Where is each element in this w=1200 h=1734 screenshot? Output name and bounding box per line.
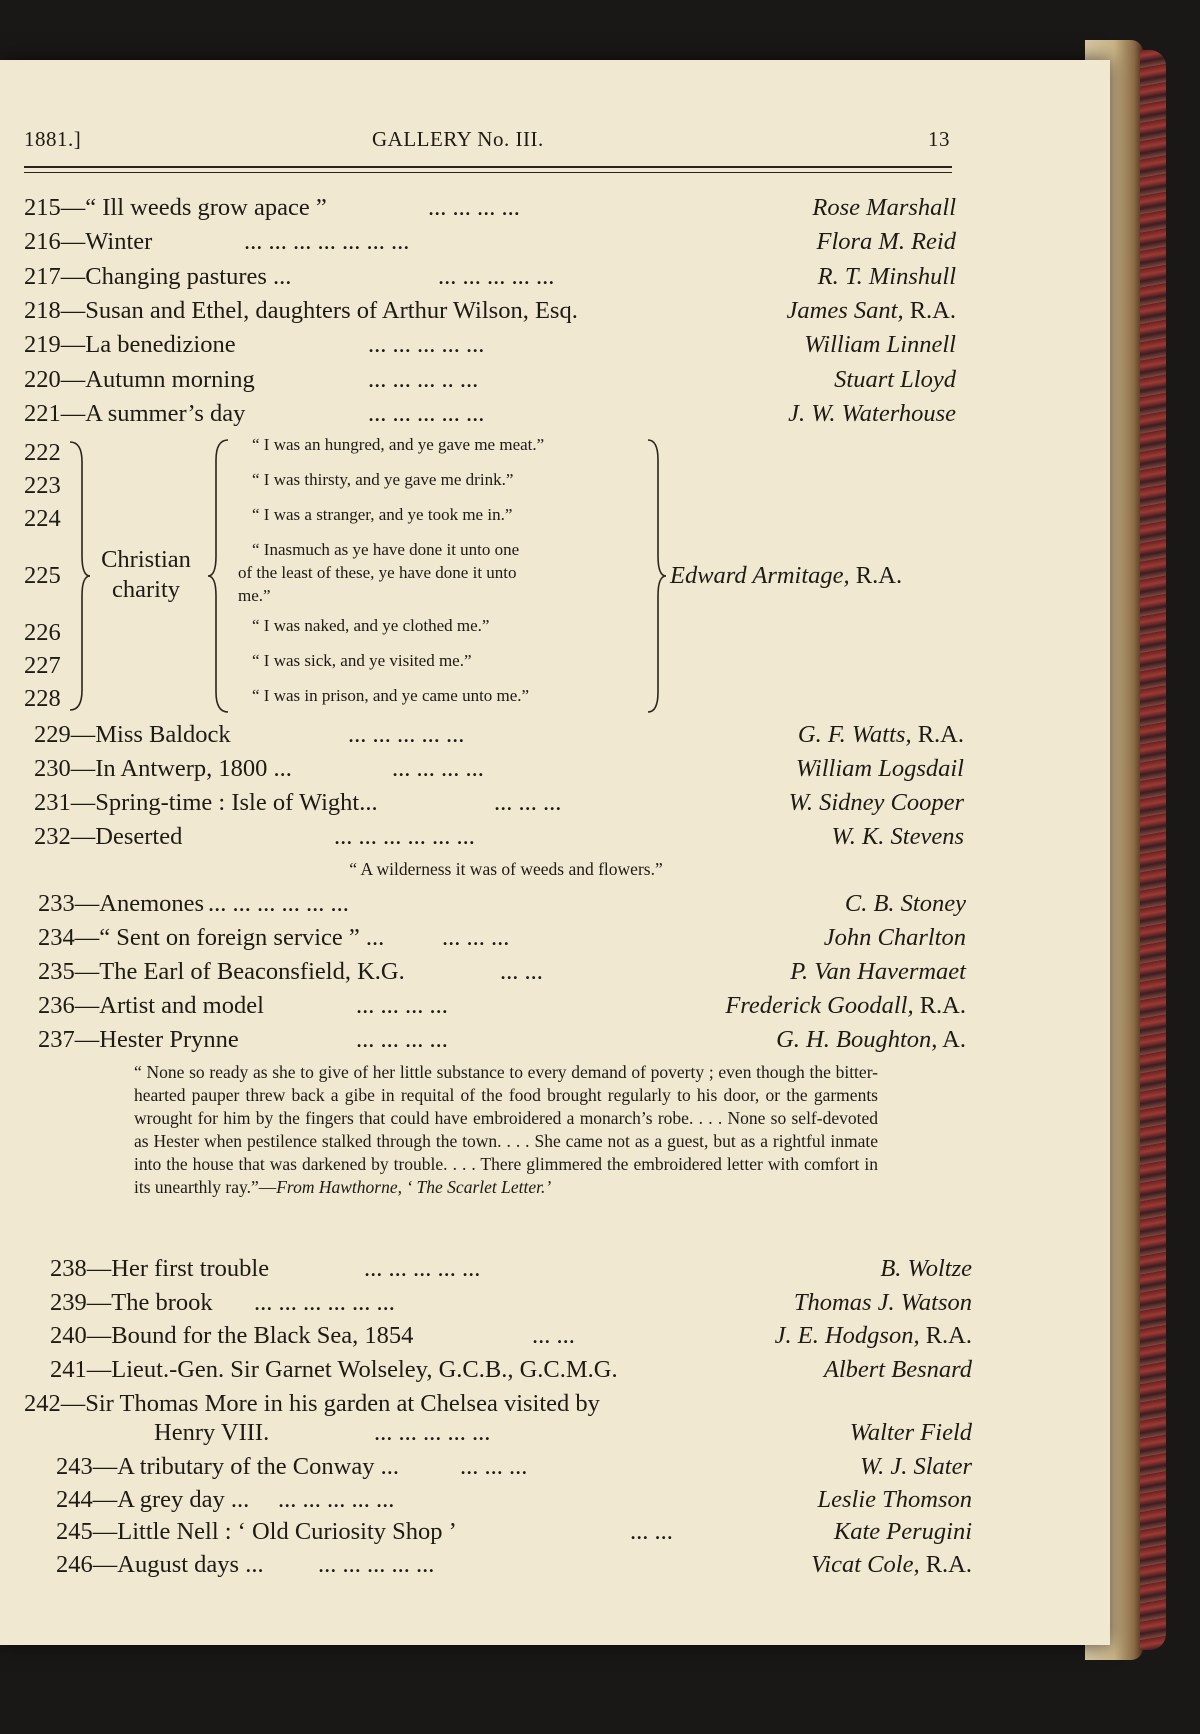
artist-credit (824, 923, 966, 953)
entry-title: 243—A tributary of the Conway ... (56, 1453, 399, 1480)
entry-title: 221—A summer’s day (24, 399, 246, 427)
artist-name: Vicat Cole, (811, 1550, 920, 1578)
entry-number: 224 (24, 505, 61, 532)
artist-name: G. H. Boughton, (776, 1026, 938, 1053)
entry-title: 232—Deserted (34, 823, 183, 850)
leader-dots: ... ... ... ... ... (368, 399, 485, 427)
scripture-line: “ I was a stranger, and ye took me in.” (252, 505, 513, 524)
quote-text: “ None so ready as she to give of her little substance to every demand of poverty ; even though the bitter-hearted pauper threw back a gibe in requital of the food brought regularly to his door, or the garments wrought for him by the fingers that could have embroidered a monarch’s robe. . . . None so self-devoted as Hester when pestilence stalked through the town. . . . She came not as a guest, but as a rightful inmate into the house that was darkened by trouble. . . . There glimmered the embroidered letter with comfort in its unearthly ray.”— (134, 1062, 878, 1197)
entry-title: 230—In Antwerp, 1800 ... (34, 755, 292, 782)
entry-title: 231—Spring-time : Isle of Wight... (34, 789, 378, 816)
artist-name: Walter Field (849, 1419, 972, 1446)
group-artist (670, 561, 902, 591)
entry-title: 240—Bound for the Black Sea, 1854 (50, 1322, 414, 1349)
scripture-line: “ I was sick, and ye visited me.” (252, 651, 472, 670)
quote-237 (134, 1061, 878, 1199)
catalogue-entry (38, 957, 966, 987)
entry-title: 237—Hester Prynne (38, 1026, 239, 1053)
catalogue-entry (24, 365, 956, 395)
artist-credit (776, 1025, 966, 1055)
artist-name: Stuart Lloyd (834, 365, 956, 393)
artist-name: Kate Perugini (833, 1518, 972, 1545)
artist-credit (787, 296, 956, 326)
artist-credit (811, 1550, 972, 1580)
artist-name: R. T. Minshull (817, 262, 956, 290)
leader-dots: ... ... ... (460, 1453, 528, 1480)
catalogue-entry (56, 1517, 972, 1547)
artist-name: Thomas J. Watson (793, 1288, 972, 1316)
entry-title: 234—“ Sent on foreign service ” ... (38, 924, 385, 951)
artist-name: P. Van Havermaet (790, 958, 966, 985)
artist-credit (796, 754, 964, 784)
artist-credit (845, 889, 966, 919)
artist-credit (798, 720, 964, 750)
leader-dots: ... ... ... ... ... (348, 721, 465, 748)
entry-title: 242—Sir Thomas More in his garden at Chelsea visited by (24, 1390, 600, 1417)
catalogue-entry (24, 399, 956, 429)
scripture-line: “ I was an hungred, and ye gave me meat.” (252, 435, 545, 454)
entry-title: 217—Changing pastures ... (24, 262, 292, 290)
leader-dots: ... ... ... (494, 789, 562, 816)
catalogue-entry (24, 1389, 972, 1419)
artist-credit (725, 991, 966, 1021)
leader-dots: ... ... ... ... ... (364, 1255, 481, 1282)
entry-number: 228 (24, 685, 61, 712)
artist-credit (860, 1452, 972, 1482)
entry-number: 226 (24, 619, 61, 646)
leader-dots: ... ... ... (442, 924, 510, 951)
catalogue-entry (24, 262, 956, 292)
entry-title: 215—“ Ill weeds grow apace ” (24, 194, 327, 221)
entry-title: 245—Little Nell : ‘ Old Curiosity Shop ’ (56, 1518, 457, 1545)
scripture-line: “ I was naked, and ye clothed me.” (252, 616, 490, 635)
artist-suffix: R.A. (903, 296, 956, 324)
header-gallery: GALLERY No. III. (372, 127, 544, 151)
leader-dots: ... ... ... ... ... (438, 262, 555, 290)
entry-number: 225 (24, 562, 61, 589)
artist-credit (775, 1321, 972, 1351)
leader-dots: ... ... ... ... ... ... (208, 890, 349, 917)
artist-name: James Sant, (786, 296, 904, 324)
entry-number: 227 (24, 652, 61, 679)
artist-credit (817, 1485, 972, 1515)
artist-name: W. K. Stevens (831, 823, 964, 850)
entry-title: 216—Winter (24, 228, 153, 256)
artist-credit (794, 1288, 972, 1318)
entry-title: 220—Autumn morning (24, 365, 255, 393)
leader-dots: ... ... ... ... (392, 755, 484, 782)
leader-dots: ... ... (532, 1322, 575, 1349)
entry-title: 244—A grey day ... (56, 1485, 250, 1513)
artist-name: John Charlton (823, 924, 966, 951)
entry-title: 229—Miss Baldock (34, 721, 231, 748)
catalogue-entry (24, 1418, 972, 1448)
catalogue-entry (24, 296, 956, 326)
artist-suffix: R.A. (911, 721, 964, 748)
artist-credit (788, 399, 956, 429)
scripture-line: “ Inasmuch as ye have done it unto one (252, 540, 520, 559)
group-label (90, 545, 202, 605)
artist-suffix: R.A. (919, 1322, 972, 1349)
catalogue-entry (50, 1355, 972, 1385)
catalogue-entry (24, 193, 956, 223)
entry-title: 219—La benedizione (24, 331, 236, 359)
entry-title: 218—Susan and Ethel, daughters of Arthur Wilson, Esq. (24, 296, 578, 324)
artist-credit (834, 365, 956, 395)
scripture-line: me.” (238, 586, 271, 605)
scripture-line: of the least of these, ye have done it unto (238, 563, 517, 582)
artist-name: Leslie Thomson (817, 1485, 972, 1513)
catalogue-entry (56, 1452, 972, 1482)
catalogue-entry (34, 754, 964, 784)
group-label-line: Christian (101, 546, 191, 573)
artist-credit (812, 193, 956, 223)
right-brace (646, 436, 668, 716)
catalogue-entry (38, 1025, 966, 1055)
header-rule (24, 166, 952, 168)
leader-dots: ... ... ... ... ... (368, 331, 485, 359)
artist-credit (832, 822, 964, 852)
artist-credit (824, 1355, 972, 1385)
catalogue-entry (38, 923, 966, 953)
leader-dots: ... ... (500, 958, 543, 985)
artist-credit (834, 1517, 972, 1547)
leader-dots: ... ... ... .. ... (368, 365, 479, 393)
artist-name: C. B. Stoney (844, 890, 966, 917)
catalogue-entry (38, 991, 966, 1021)
artist-name: Rose Marshall (812, 194, 956, 221)
catalogue-entry (24, 227, 956, 257)
artist-credit (818, 262, 956, 292)
leader-dots: ... ... ... ... ... ... ... (244, 228, 410, 256)
catalogue-entry (24, 330, 956, 360)
middle-brace (208, 436, 230, 716)
artist-name: W. Sidney Cooper (788, 789, 964, 816)
leader-dots: ... ... ... ... ... ... (254, 1288, 395, 1316)
entry-number: 223 (24, 472, 61, 499)
catalogue-entry (34, 822, 964, 852)
artist-credit (804, 330, 956, 360)
artist-name: G. F. Watts, (797, 721, 912, 748)
leader-dots: ... ... (630, 1518, 673, 1545)
artist-credit (880, 1254, 972, 1284)
leader-dots: ... ... ... ... (356, 992, 448, 1019)
artist-suffix: R.A. (913, 992, 966, 1019)
leader-dots: ... ... ... ... (428, 194, 520, 221)
artist-name: William Linnell (804, 331, 956, 359)
leader-dots: ... ... ... ... ... (374, 1419, 491, 1446)
leader-dots: ... ... ... ... ... (318, 1550, 435, 1578)
artist-name: Flora M. Reid (816, 228, 956, 256)
artist-name: William Logsdail (795, 755, 964, 782)
artist-name: W. J. Slater (859, 1453, 972, 1480)
artist-name: Frederick Goodall, (725, 992, 914, 1019)
catalogue-entry (50, 1288, 972, 1318)
artist-suffix: R.A. (849, 562, 903, 589)
catalogue-entry (38, 889, 966, 919)
entry-title: 236—Artist and model (38, 992, 264, 1019)
group-label-line: charity (111, 576, 181, 603)
artist-name: J. W. Waterhouse (788, 399, 956, 427)
entry-title: 233—Anemones (38, 890, 205, 917)
catalogue-entry (34, 720, 964, 750)
artist-suffix: A. (937, 1026, 966, 1053)
catalogue-entry (50, 1254, 972, 1284)
scripture-line: “ I was thirsty, and ye gave me drink.” (252, 470, 514, 489)
leader-dots: ... ... ... ... ... ... (334, 823, 475, 850)
artist-name: J. E. Hodgson, (774, 1322, 920, 1349)
quote-232: “ A wilderness it was of weeds and flowers.” (349, 859, 663, 879)
header-rule-thin (24, 172, 952, 173)
artist-name: B. Woltze (880, 1255, 972, 1282)
catalogue-entry (34, 788, 964, 818)
header-year: 1881.] (24, 127, 82, 151)
entry-title: 235—The Earl of Beaconsfield, K.G. (38, 958, 405, 985)
header-page-number: 13 (928, 127, 950, 151)
entry-title: 241—Lieut.-Gen. Sir Garnet Wolseley, G.C.B., G.C.M.G. (50, 1355, 618, 1383)
entry-title: Henry VIII. (154, 1419, 270, 1446)
entry-title: 238—Her first trouble (50, 1255, 270, 1282)
leader-dots: ... ... ... ... (356, 1026, 448, 1053)
scripture-line: “ I was in prison, and ye came unto me.” (252, 686, 530, 705)
artist-credit (790, 957, 966, 987)
artist-credit (789, 788, 964, 818)
artist-name: Albert Besnard (823, 1355, 972, 1383)
artist-credit (817, 227, 957, 257)
book-spine (1140, 50, 1166, 1650)
entry-title: 246—August days ... (56, 1550, 264, 1578)
artist-suffix: R.A. (919, 1550, 972, 1578)
catalogue-entry (50, 1321, 972, 1351)
catalogue-entry (56, 1550, 972, 1580)
quote-source: From Hawthorne, ‘ The Scarlet Letter.’ (276, 1177, 552, 1197)
leader-dots: ... ... ... ... ... (278, 1485, 395, 1513)
entry-number: 222 (24, 439, 61, 466)
artist-name: Edward Armitage, (670, 562, 850, 589)
catalogue-entry (56, 1485, 972, 1515)
left-brace (68, 438, 90, 714)
entry-title: 239—The brook (50, 1288, 213, 1316)
